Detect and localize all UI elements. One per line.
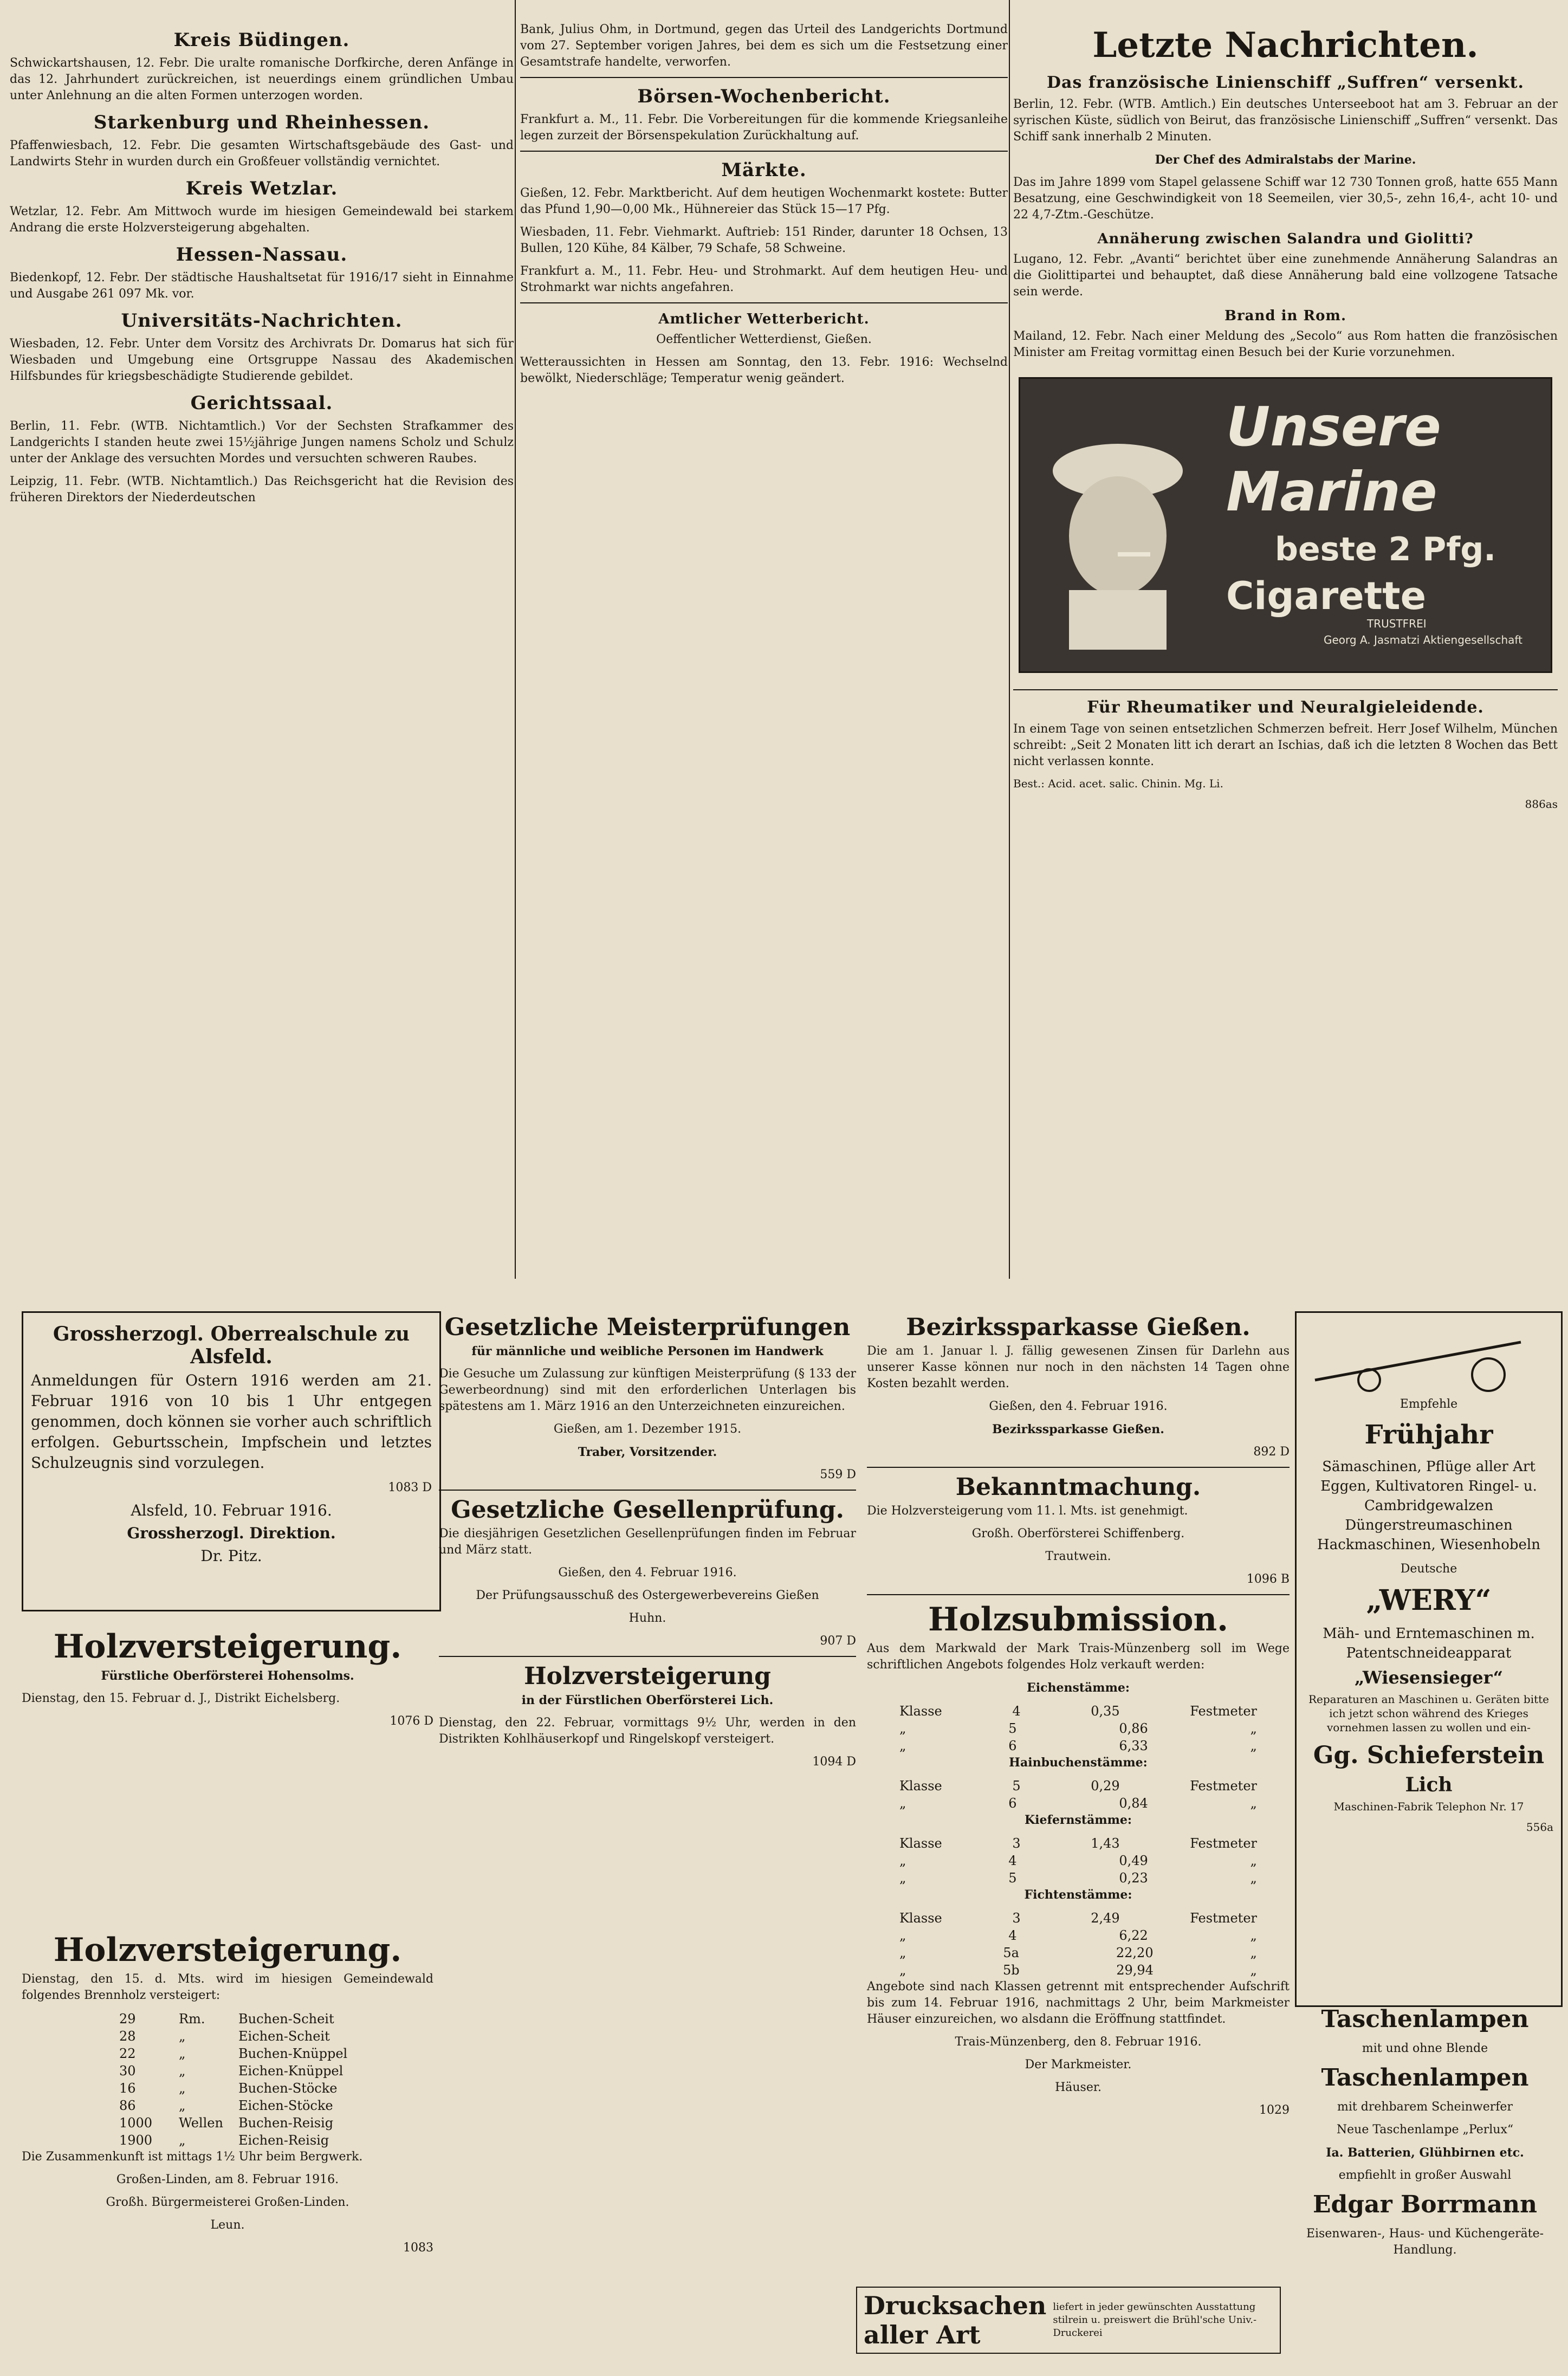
divider bbox=[867, 1467, 1290, 1468]
farm-ad-name: Gg. Schieferstein bbox=[1313, 1741, 1545, 1769]
column-2 bbox=[520, 22, 1008, 393]
ad-number: 907 D bbox=[820, 1634, 856, 1648]
section-heading: Märkte. bbox=[721, 159, 807, 181]
wood-list-cell: Buchen-Scheit bbox=[238, 2011, 334, 2027]
wood-table-cell: „ bbox=[899, 1945, 906, 1960]
school-ad-date: Alsfeld, 10. Februar 1916. bbox=[131, 1501, 332, 1519]
wood-table-cell: 6 bbox=[1008, 1796, 1017, 1811]
article-text: Gießen, 12. Febr. Marktbericht. Auf dem heutigen Wochenmarkt kostete: Butter das Pfund 1,90—0,00 Mk., Hühnereier das Stück 15—17 Pfg. bbox=[520, 186, 1008, 216]
flashlight-text: Ia. Batterien, Glühbirnen etc. bbox=[1326, 2146, 1524, 2160]
section-heading: Universitäts-Nachrichten. bbox=[121, 310, 403, 332]
farm-ad-tel: Maschinen-Fabrik Telephon Nr. 17 bbox=[1333, 1800, 1524, 1813]
wood-table-row bbox=[867, 1944, 1290, 1961]
wood-table-row bbox=[867, 1720, 1290, 1737]
farm-ad-city: Lich bbox=[1405, 1773, 1453, 1796]
wood-list-item bbox=[119, 2132, 433, 2149]
wood-table-cell: „ bbox=[1250, 1963, 1257, 1978]
wood-table-cell: „ bbox=[1250, 1796, 1257, 1811]
school-ad-text: Anmeldungen für Ostern 1916 werden am 21. Februar 1916 von 10 bis 1 Uhr entgegen genommen, doch können sie vorher auch schriftlich erfolgen. Geburtsschein, Impfschein und letztes Schulzeugnis sind vorzulegen. bbox=[31, 1371, 432, 1472]
ad-word: Marine bbox=[1226, 460, 1437, 523]
wood-auction-title: Holzversteigerung. bbox=[53, 1628, 402, 1666]
wood-table-cell: Festmeter bbox=[1190, 1704, 1257, 1719]
farm-ad-text: Mäh- und Erntemaschinen m. Patentschneideapparat bbox=[1323, 1626, 1535, 1661]
ad-number: 1083 D bbox=[388, 1481, 432, 1494]
wood-table-cell: 4 bbox=[1012, 1704, 1021, 1719]
wood-table-cell: „ bbox=[1250, 1928, 1257, 1943]
savings-bank-sign: Bezirkssparkasse Gießen. bbox=[992, 1422, 1164, 1436]
article-text: Biedenkopf, 12. Febr. Der städtische Haushaltsetat für 1916/17 sieht in Einnahme und Ausgabe 261 097 Mk. vor. bbox=[10, 271, 514, 301]
divider bbox=[439, 1490, 856, 1491]
wood-table-cell: 2,49 bbox=[1091, 1911, 1120, 1926]
wood-list-item bbox=[119, 2097, 433, 2114]
master-exam-title: Gesetzliche Meisterprüfungen bbox=[444, 1313, 851, 1341]
wood-table-cell: 5a bbox=[1003, 1945, 1019, 1960]
notice-title: Bekanntmachung. bbox=[955, 1473, 1201, 1501]
ad-number: 556a bbox=[1526, 1821, 1553, 1834]
wood-table-cell: 5 bbox=[1008, 1870, 1017, 1886]
wood-table-cell: 0,35 bbox=[1091, 1704, 1120, 1719]
wood-table-cell: „ bbox=[899, 1870, 906, 1886]
notice-sign: Großh. Oberförsterei Schiffenberg. bbox=[971, 1527, 1185, 1540]
flashlight-text: mit drehbarem Scheinwerfer bbox=[1337, 2100, 1513, 2114]
column-3 bbox=[1013, 22, 1558, 818]
wood-list-cell: 22 bbox=[119, 2046, 136, 2061]
wood-table-row bbox=[867, 1737, 1290, 1755]
school-ad bbox=[22, 1311, 441, 1611]
section-heading: Das französische Linienschiff „Suffren“ versenkt. bbox=[1047, 73, 1524, 92]
wood-submission-text: Aus dem Markwald der Mark Trais-Münzenberg soll im Wege schriftlichen Angebots folgendes Holz verkauft werden: bbox=[867, 1642, 1290, 1672]
wood-list-cell: Wellen bbox=[179, 2115, 223, 2131]
wood-list-cell: Rm. bbox=[179, 2011, 205, 2027]
article-text: Wetteraussichten in Hessen am Sonntag, den 13. Febr. 1916: Wechselnd bewölkt, Niederschläge; Temperatur wenig geändert. bbox=[520, 355, 1008, 385]
wood-auction-2 bbox=[22, 1929, 433, 2263]
wood-list-cell: Eichen-Scheit bbox=[238, 2029, 330, 2044]
wood-table-row bbox=[867, 1777, 1290, 1795]
wood-auction-subtitle: in der Fürstlichen Oberförsterei Lich. bbox=[521, 1693, 774, 1707]
article-text: Das im Jahre 1899 vom Stapel gelassene Schiff war 12 730 Tonnen groß, hatte 655 Mann Besatzung, eine Geschwindigkeit von 18 Seemeilen, vier 30,5-, zehn 16,4-, acht 10- und 22 4,7-Ztm.-Geschütze. bbox=[1013, 176, 1558, 222]
wood-table-cell: 6,22 bbox=[1119, 1928, 1148, 1943]
journeyman-exam-text: Die diesjährigen Gesetzlichen Gesellenprüfungen finden im Februar und März statt. bbox=[439, 1527, 856, 1557]
master-exam-subtitle: für männliche und weibliche Personen im Handwerk bbox=[471, 1344, 824, 1358]
wood-submission-title: Holzsubmission. bbox=[928, 1601, 1229, 1639]
ad-small-text: Georg A. Jasmatzi Aktiengesellschaft bbox=[1324, 633, 1522, 646]
wood-table-cell: „ bbox=[899, 1963, 906, 1978]
ad-number: 1094 D bbox=[812, 1755, 856, 1769]
wood-list-cell: 1900 bbox=[119, 2133, 153, 2148]
ad-word: Cigarette bbox=[1226, 574, 1427, 618]
ad-number: 1029 bbox=[1259, 2103, 1290, 2117]
section-heading: Kreis Büdingen. bbox=[173, 29, 350, 51]
flashlight-name: Edgar Borrmann bbox=[1312, 2191, 1538, 2218]
wood-table-row bbox=[867, 1927, 1290, 1944]
article-text: Mailand, 12. Febr. Nach einer Meldung des „Secolo“ aus Rom hatten die französischen Minister am Freitag vormittag einen Besuch bei der Kurie vorzunehmen. bbox=[1013, 329, 1558, 359]
divider bbox=[867, 1594, 1290, 1595]
wood-table-cell: „ bbox=[899, 1721, 906, 1736]
ad-number: 892 D bbox=[1253, 1445, 1290, 1459]
savings-bank-title: Bezirkssparkasse Gießen. bbox=[906, 1313, 1250, 1341]
wood-table-cell: 4 bbox=[1008, 1853, 1017, 1868]
notice-text: Die Holzversteigerung vom 11. l. Mts. ist genehmigt. bbox=[867, 1504, 1188, 1518]
article-text: Wiesbaden, 11. Febr. Viehmarkt. Auftrieb: 151 Rinder, darunter 18 Ochsen, 13 Bullen, 120 Kühe, 84 Kälber, 79 Schafe, 58 Schweine. bbox=[520, 225, 1008, 255]
wood-table-cell: Festmeter bbox=[1190, 1778, 1257, 1794]
wood-submission-sign: Der Markmeister. bbox=[1025, 2058, 1132, 2071]
column-1 bbox=[10, 22, 514, 513]
wood-table-row bbox=[867, 1852, 1290, 1869]
flashlight-title: Taschenlampen bbox=[1321, 2005, 1529, 2033]
ad-number: 1076 D bbox=[390, 1714, 433, 1728]
article-text: In einem Tage von seinen entsetzlichen Schmerzen befreit. Herr Josef Wilhelm, München schreibt: „Seit 2 Monaten litt ich derart an Ischias, daß ich die letzten 8 Wochen das Bett nicht verlassen konnte. bbox=[1013, 722, 1558, 768]
wood-table-cell: Klasse bbox=[899, 1778, 942, 1794]
wood-list-item bbox=[119, 2028, 433, 2045]
flashlight-ad bbox=[1295, 2005, 1555, 2265]
wood-table-cell: „ bbox=[899, 1738, 906, 1753]
wood-table-cell: Klasse bbox=[899, 1836, 942, 1851]
journeyman-exam-name: Huhn. bbox=[629, 1611, 666, 1625]
wood-auction-title: Holzversteigerung bbox=[524, 1662, 771, 1690]
article-text: Schwickartshausen, 12. Febr. Die uralte romanische Dorfkirche, deren Anfänge in das 12. Jahrhundert zurückreichen, ist neuerdings einem gründlichen Umbau unter Anlehnung an die alten Formen unterzogen worden. bbox=[10, 56, 514, 102]
wood-auction-title: Holzversteigerung. bbox=[53, 1931, 402, 1969]
school-ad-sign: Grossherzogl. Direktion. bbox=[127, 1524, 336, 1542]
wood-list-item bbox=[119, 2045, 433, 2062]
wood-table-cell: „ bbox=[1250, 1721, 1257, 1736]
wood-table-cell: 22,20 bbox=[1116, 1945, 1154, 1960]
master-exam-sign: Traber, Vorsitzender. bbox=[578, 1445, 717, 1459]
divider bbox=[520, 77, 1008, 78]
article-text: Wiesbaden, 12. Febr. Unter dem Vorsitz des Archivrats Dr. Domarus hat sich für Wiesbaden und Umgebung eine Ortsgruppe Nassau des Akademischen Hilfsbundes für kriegsbeschädigte Studierende gebildet. bbox=[10, 337, 514, 383]
flashlight-text: Eisenwaren-, Haus- und Küchengeräte-Handlung. bbox=[1306, 2227, 1544, 2257]
wood-table-cell: 0,84 bbox=[1119, 1796, 1148, 1811]
wood-table-cell: Festmeter bbox=[1190, 1911, 1257, 1926]
journeyman-exam-date: Gießen, den 4. Februar 1916. bbox=[558, 1566, 737, 1579]
ad-footnote: Best.: Acid. acet. salic. Chinin. Mg. Li. bbox=[1013, 777, 1223, 790]
school-ad-sign: Dr. Pitz. bbox=[200, 1547, 262, 1565]
section-heading: Für Rheumatiker und Neuralgieleidende. bbox=[1087, 698, 1484, 717]
article-text: Leipzig, 11. Febr. (WTB. Nichtamtlich.) Das Reichsgericht hat die Revision des früheren Direktors der Niederdeutschen bbox=[10, 475, 514, 504]
ad-number: 559 D bbox=[820, 1468, 856, 1481]
wood-submission-name: Häuser. bbox=[1055, 2081, 1102, 2094]
wood-table-row bbox=[867, 1869, 1290, 1887]
farm-ad-text: Empfehle bbox=[1399, 1397, 1458, 1411]
wood-table-cell: Klasse bbox=[899, 1704, 942, 1719]
savings-bank-date: Gießen, den 4. Februar 1916. bbox=[989, 1400, 1168, 1413]
section-heading: Starkenburg und Rheinhessen. bbox=[93, 112, 430, 133]
wood-list-cell: Buchen-Stöcke bbox=[238, 2081, 338, 2096]
wood-auction-date: Großen-Linden, am 8. Februar 1916. bbox=[116, 2173, 339, 2186]
wood-table-row bbox=[867, 1909, 1290, 1927]
savings-bank-ad bbox=[867, 1311, 1290, 2125]
article-text: Berlin, 12. Febr. (WTB. Amtlich.) Ein deutsches Unterseeboot hat am 3. Februar an der syrischen Küste, südlich von Beirut, das französische Linienschiff „Suffren“ versenkt. Das Schiff sank innerhalb 2 Minuten. bbox=[1013, 98, 1558, 144]
article-text: Pfaffenwiesbach, 12. Febr. Die gesamten Wirtschaftsgebäude des Gast- und Landwirts Stehr in wurden durch ein Großfeuer vollständig vernichtet. bbox=[10, 139, 514, 169]
print-shop-text: liefert in jeder gewünschten Ausstattung stilrein u. preiswert die Brühl'sche Univ.-Druckerei bbox=[1053, 2301, 1257, 2339]
wood-table-cell: „ bbox=[899, 1928, 906, 1943]
wood-table-cell: 29,94 bbox=[1116, 1963, 1154, 1978]
wood-list-cell: 16 bbox=[119, 2081, 136, 2096]
wood-list-cell: „ bbox=[179, 2081, 186, 2096]
wood-list-cell: Eichen-Stöcke bbox=[238, 2098, 333, 2113]
wood-auction-name: Leun. bbox=[210, 2218, 245, 2232]
ad-small-text: TRUSTFREI bbox=[1367, 617, 1427, 630]
wood-table-cell: 6,33 bbox=[1119, 1738, 1148, 1753]
wood-table-heading: Eichenstämme: bbox=[1027, 1681, 1130, 1695]
article-text: Lugano, 12. Febr. „Avanti“ berichtet über eine zunehmende Annäherung Salandras an die Giolittipartei und behauptet, daß diese Annäherung bald eine vollzogene Tatsache sein werde. bbox=[1013, 253, 1558, 299]
plough-icon bbox=[1304, 1320, 1553, 1396]
wood-list-item bbox=[119, 2062, 433, 2080]
journeyman-exam-title: Gesetzliche Gesellenprüfung. bbox=[451, 1496, 844, 1524]
wood-list-item bbox=[119, 2010, 433, 2028]
wood-table-cell: „ bbox=[1250, 1738, 1257, 1753]
wood-table-cell: 4 bbox=[1008, 1928, 1017, 1943]
master-exam-ad bbox=[439, 1311, 856, 1777]
ad-number: 1096 B bbox=[1246, 1572, 1290, 1586]
article-text: Wetzlar, 12. Febr. Am Mittwoch wurde im hiesigen Gemeindewald bei starkem Andrang die erste Holzversteigerung abgehalten. bbox=[10, 205, 514, 235]
wood-table-cell: 3 bbox=[1012, 1911, 1021, 1926]
wood-list-item bbox=[119, 2080, 433, 2097]
wood-list bbox=[22, 2010, 433, 2149]
article-text: Frankfurt a. M., 11. Febr. Die Vorbereitungen für die kommende Kriegsanleihe legen zurzeit der Börsenspekulation Zurückhaltung auf. bbox=[520, 113, 1008, 143]
print-shop-title: Drucksachen aller Art bbox=[864, 2291, 1047, 2349]
wood-table-heading: Kiefernstämme: bbox=[1025, 1813, 1132, 1827]
wood-table-cell: „ bbox=[1250, 1853, 1257, 1868]
journeyman-exam-sign: Der Prüfungsausschuß des Ostergewerbevereins Gießen bbox=[476, 1589, 819, 1602]
cigarette-ad bbox=[1019, 377, 1552, 673]
divider bbox=[439, 1656, 856, 1657]
wood-auction-text: Dienstag, den 22. Februar, vormittags 9½ Uhr, werden in den Distrikten Kohlhäuserkopf und Ringelskopf versteigert. bbox=[439, 1716, 856, 1746]
wood-list-cell: 29 bbox=[119, 2011, 136, 2027]
wood-list-cell: „ bbox=[179, 2098, 186, 2113]
ad-word: Unsere bbox=[1226, 395, 1441, 458]
notice-name: Trautwein. bbox=[1045, 1550, 1111, 1563]
article-signature: Der Chef des Admiralstabs der Marine. bbox=[1155, 153, 1416, 167]
wood-auction-text: Dienstag, den 15. d. Mts. wird im hiesigen Gemeindewald folgendes Brennholz versteigert: bbox=[22, 1972, 433, 2002]
wood-list-item bbox=[119, 2114, 433, 2132]
wood-table-row bbox=[867, 1835, 1290, 1852]
section-heading: Gerichtssaal. bbox=[190, 392, 333, 414]
savings-bank-text: Die am 1. Januar l. J. fällig gewesenen Zinsen für Darlehn aus unserer Kasse können nur noch in den nächsten 14 Tagen ohne Kosten bezahlt werden. bbox=[867, 1344, 1290, 1390]
wood-table-cell: „ bbox=[1250, 1870, 1257, 1886]
wood-table-cell: 3 bbox=[1012, 1836, 1021, 1851]
farm-ad-brand: „Wiesensieger“ bbox=[1354, 1667, 1504, 1688]
article-text: Berlin, 11. Febr. (WTB. Nichtamtlich.) Vor der Sechsten Strafkammer des Landgerichts I standen heute zwei 15½jährige Jungen namens Scholz und Schulz unter der Anklage des versuchten Mordes und versuchten schweren Raubes. bbox=[10, 419, 514, 465]
section-heading: Annäherung zwischen Salandra und Giolitti? bbox=[1097, 231, 1474, 247]
flashlight-text: mit und ohne Blende bbox=[1362, 2042, 1488, 2055]
wood-list-cell: „ bbox=[179, 2046, 186, 2061]
wood-table-heading: Hainbuchenstämme: bbox=[1009, 1756, 1148, 1770]
divider bbox=[520, 151, 1008, 152]
wood-list-cell: „ bbox=[179, 2063, 186, 2079]
school-ad-title: Grossherzogl. Oberrealschule zu Alsfeld. bbox=[53, 1323, 410, 1368]
page-title: Letzte Nachrichten. bbox=[1092, 25, 1479, 66]
wood-list-cell: „ bbox=[179, 2029, 186, 2044]
wood-submission-text: Angebote sind nach Klassen getrennt mit entsprechender Aufschrift bis zum 14. Februar 1916, nachmittags 2 Uhr, beim Markmeister Häuser einzureichen, wo alsdann die Eröffnung stattfindet. bbox=[867, 1980, 1290, 2026]
wood-tables bbox=[867, 1680, 1290, 1979]
wood-table-cell: 1,43 bbox=[1091, 1836, 1120, 1851]
wood-list-cell: Buchen-Knüppel bbox=[238, 2046, 348, 2061]
divider bbox=[520, 302, 1008, 303]
section-heading: Amtlicher Wetterbericht. bbox=[658, 311, 870, 327]
wood-auction-sign: Großh. Bürgermeisterei Großen-Linden. bbox=[106, 2196, 349, 2209]
flashlight-text: Neue Taschenlampe „Perlux“ bbox=[1336, 2123, 1514, 2137]
article-text: Bank, Julius Ohm, in Dortmund, gegen das Urteil des Landgerichts Dortmund vom 27. September vorigen Jahres, bei dem es sich um die Festsetzung einer Gesamtstrafe handelte, verworfen. bbox=[520, 23, 1008, 69]
print-shop-ad bbox=[856, 2287, 1281, 2354]
sailor-portrait-icon bbox=[1036, 411, 1199, 650]
wood-list-cell: Eichen-Reisig bbox=[238, 2133, 329, 2148]
weather-subtitle: Oeffentlicher Wetterdienst, Gießen. bbox=[656, 333, 872, 346]
wood-table-cell: 6 bbox=[1008, 1738, 1017, 1753]
article-text: Frankfurt a. M., 11. Febr. Heu- und Strohmarkt. Auf dem heutigen Heu- und Strohmarkt war nichts angefahren. bbox=[520, 264, 1008, 294]
wood-table-cell: 0,23 bbox=[1119, 1870, 1148, 1886]
farm-ad-brand: „WERY“ bbox=[1366, 1584, 1492, 1617]
farm-machinery-ad bbox=[1295, 1311, 1563, 2007]
section-heading: Hessen-Nassau. bbox=[176, 244, 348, 266]
wood-table-cell: „ bbox=[899, 1853, 906, 1868]
wood-list-cell: 30 bbox=[119, 2063, 136, 2079]
master-exam-text: Die Gesuche um Zulassung zur künftigen Meisterprüfung (§ 133 der Gewerbeordnung) sind mit den erforderlichen Unterlagen bis spätestens am 1. März 1916 an den Unterzeichneten einzureichen. bbox=[439, 1367, 856, 1413]
wood-table-cell: „ bbox=[899, 1796, 906, 1811]
ad-number: 1083 bbox=[403, 2241, 433, 2255]
wood-list-cell: 1000 bbox=[119, 2115, 153, 2131]
farm-ad-text: Deutsche bbox=[1400, 1562, 1457, 1576]
farm-ad-text: Sämaschinen, Pflüge aller Art Eggen, Kultivatoren Ringel- u. Cambridgewalzen Düngerstreumaschinen Hackmaschinen, Wiesenhobeln bbox=[1317, 1459, 1540, 1553]
wood-table-row bbox=[867, 1795, 1290, 1812]
wood-table-row bbox=[867, 1702, 1290, 1720]
divider bbox=[1013, 689, 1558, 690]
farm-ad-text: Reparaturen an Maschinen u. Geräten bitte ich jetzt schon während des Krieges vornehmen lassen zu wollen und ein- bbox=[1308, 1693, 1550, 1734]
wood-table-cell: 5 bbox=[1008, 1721, 1017, 1736]
wood-table-cell: 0,49 bbox=[1119, 1853, 1148, 1868]
ad-price: beste 2 Pfg. bbox=[1275, 530, 1496, 568]
wood-auction-1 bbox=[22, 1626, 433, 1736]
wood-submission-date: Trais-Münzenberg, den 8. Februar 1916. bbox=[955, 2035, 1202, 2049]
wood-table-heading: Fichtenstämme: bbox=[1024, 1888, 1132, 1902]
wood-table-cell: Festmeter bbox=[1190, 1836, 1257, 1851]
master-exam-date: Gießen, am 1. Dezember 1915. bbox=[553, 1422, 742, 1436]
wood-list-cell: Buchen-Reisig bbox=[238, 2115, 334, 2131]
wood-list-cell: 28 bbox=[119, 2029, 136, 2044]
wood-table-row bbox=[867, 1961, 1290, 1979]
wood-auction-text: Die Zusammenkunft ist mittags 1½ Uhr beim Bergwerk. bbox=[22, 2150, 363, 2164]
wood-table-cell: 0,86 bbox=[1119, 1721, 1148, 1736]
wood-list-cell: Eichen-Knüppel bbox=[238, 2063, 344, 2079]
ad-number: 886as bbox=[1525, 798, 1558, 811]
wood-table-cell: 5 bbox=[1012, 1778, 1021, 1794]
wood-list-cell: „ bbox=[179, 2133, 186, 2148]
wood-auction-text: Dienstag, den 15. Februar d. J., Distrikt Eichelsberg. bbox=[22, 1692, 340, 1705]
flashlight-title: Taschenlampen bbox=[1321, 2064, 1529, 2092]
column-rule bbox=[515, 0, 516, 1279]
wood-table-cell: 0,29 bbox=[1091, 1778, 1120, 1794]
section-heading: Brand in Rom. bbox=[1224, 308, 1346, 324]
wood-auction-subtitle: Fürstliche Oberförsterei Hohensolms. bbox=[101, 1669, 354, 1683]
column-rule bbox=[1009, 0, 1010, 1279]
farm-ad-title: Frühjahr bbox=[1364, 1420, 1493, 1450]
wood-table-cell: 5b bbox=[1003, 1963, 1020, 1978]
flashlight-text: empfiehlt in großer Auswahl bbox=[1338, 2168, 1512, 2182]
section-heading: Börsen-Wochenbericht. bbox=[637, 86, 891, 107]
wood-list-cell: 86 bbox=[119, 2098, 136, 2113]
section-heading: Kreis Wetzlar. bbox=[185, 178, 338, 199]
wood-table-cell: „ bbox=[1250, 1945, 1257, 1960]
wood-table-cell: Klasse bbox=[899, 1911, 942, 1926]
